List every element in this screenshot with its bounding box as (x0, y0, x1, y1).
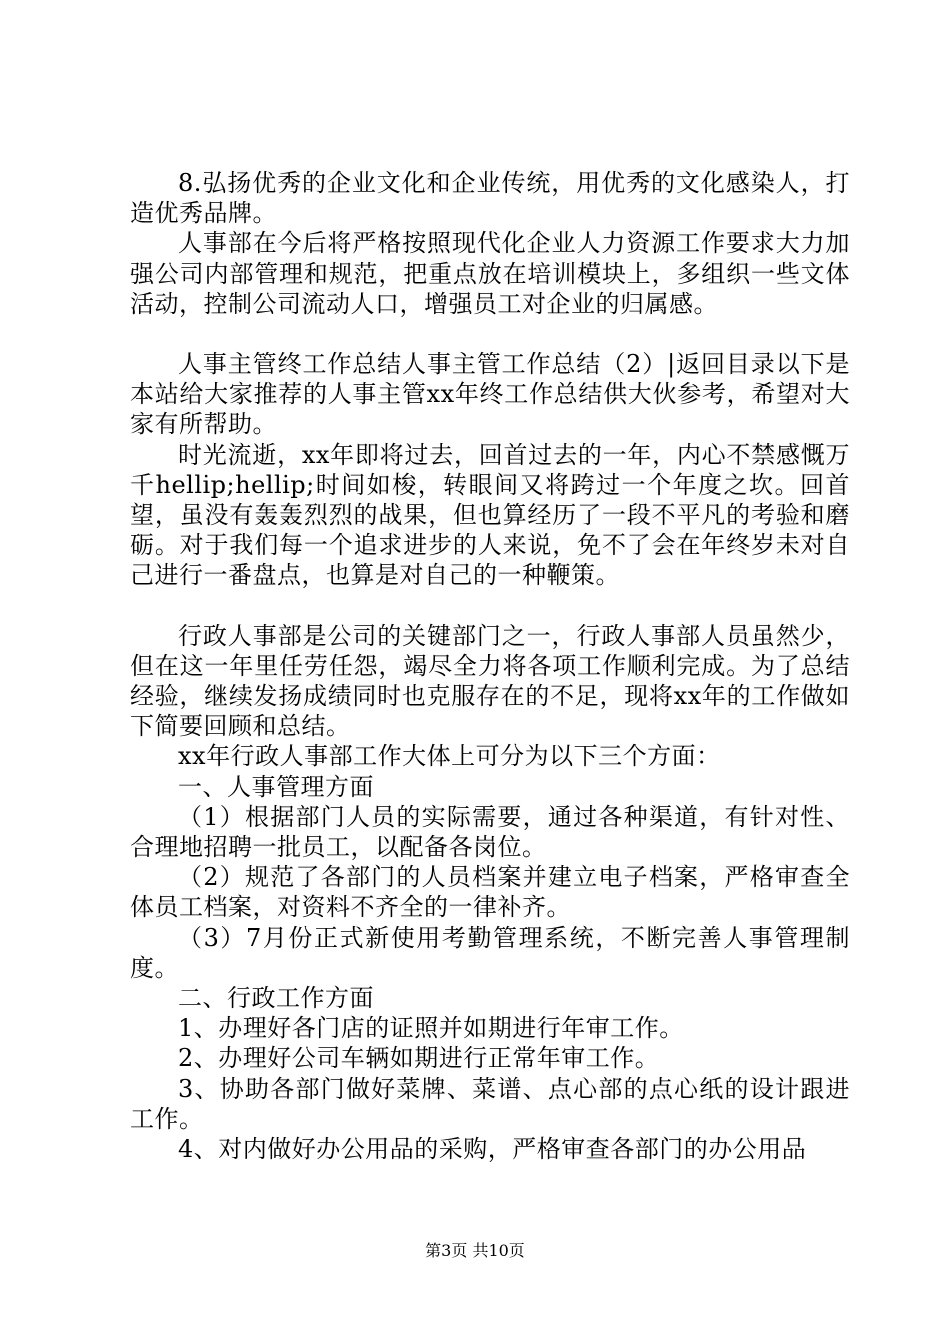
paragraph-archives: （2）规范了各部门的人员档案并建立电子档案，严格审查全体员工档案，对资料不齐全的一律补齐。 (130, 863, 850, 922)
paragraph-culture: 8.弘扬优秀的企业文化和企业传统，用优秀的文化感染人，打造优秀品牌。 (130, 169, 850, 228)
paragraph-time-passing: 时光流逝，xx年即将过去，回首过去的一年，内心不禁感慨万千hellip;hellip;时间如梭，转眼间又将跨过一个年度之坎。回首望，虽没有轰轰烈烈的战果，但也算经历了一段不平凡的考验和磨砺。对于我们每一个追求进步的人来说，免不了会在年终岁未对自己进行一番盘点，也算是对自己的一种鞭策。 (130, 440, 850, 590)
paragraph-hr-plan: 人事部在今后将严格按照现代化企业人力资源工作要求大力加强公司内部管理和规范，把重点放在培训模块上，多组织一些文体活动，控制公司流动人口，增强员工对企业的归属感。 (130, 229, 850, 318)
heading-hr-management: 一、人事管理方面 (178, 772, 374, 801)
paragraph-recruitment: （1）根据部门人员的实际需要，通过各种渠道，有针对性、合理地招聘一批员工，以配备各岗位。 (130, 802, 850, 862)
paragraph-summary-title: 人事主管终工作总结人事主管工作总结（2）|返回目录以下是本站给大家推荐的人事主管xx年终工作总结供大伙参考，希望对大家有所帮助。 (130, 350, 850, 439)
paragraph-vehicles: 2、办理好公司车辆如期进行正常年审工作。 (178, 1044, 660, 1073)
paragraph-office-supplies: 4、对内做好办公用品的采购，严格审查各部门的办公用品 (178, 1135, 807, 1164)
document-body (130, 168, 850, 1164)
page-number-footer: 第3页 共10页 (425, 1241, 525, 1260)
paragraph-menu-design: 3、协助各部门做好菜牌、菜谱、点心部的点心纸的设计跟进工作。 (130, 1074, 850, 1133)
paragraph-attendance: （3）7月份正式新使用考勤管理系统，不断完善人事管理制度。 (130, 923, 850, 982)
paragraph-department-intro: 行政人事部是公司的关键部门之一，行政人事部人员虽然少，但在这一年里任劳任怨，竭尽全力将各项工作顺利完成。为了总结经验，继续发扬成绩同时也克服存在的不足，现将xx年的工作做如下简要回顾和总结。 (130, 621, 850, 741)
paragraph-three-aspects: xx年行政人事部工作大体上可分为以下三个方面： (178, 742, 721, 771)
paragraph-licenses: 1、办理好各门店的证照并如期进行年审工作。 (178, 1014, 684, 1043)
heading-admin-work: 二、行政工作方面 (178, 984, 374, 1013)
